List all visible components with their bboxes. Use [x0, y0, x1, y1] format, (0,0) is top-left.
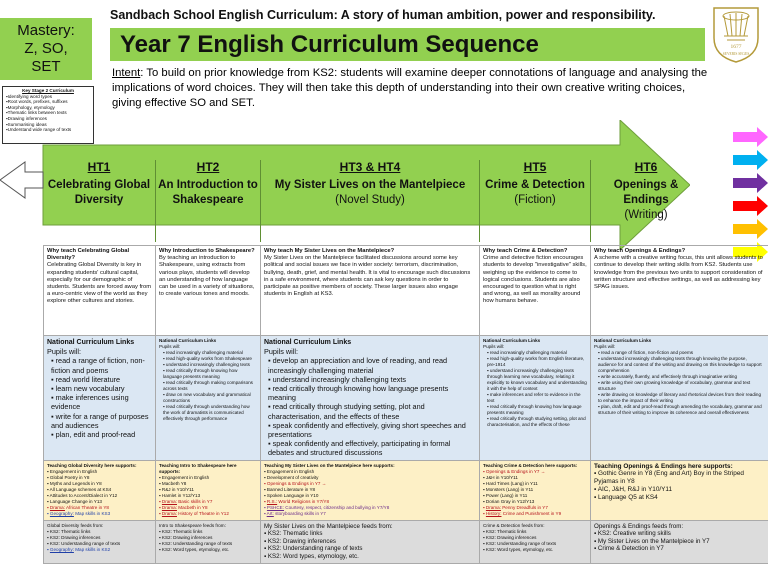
nc-intro: Pupils will: — [264, 347, 299, 357]
why-heading: Why teach My Sister Lives on the Mantelpiece? — [264, 248, 395, 254]
ks2-title: Key Stage 2 Curriculum — [22, 88, 74, 93]
feeds-row — [44, 520, 768, 563]
why-cell-ht3 — [261, 246, 480, 336]
pink-arrow-icon — [733, 127, 768, 147]
why-cell-ht2 — [156, 246, 261, 336]
supports-heading: Teaching Global Diversity here supports: — [47, 462, 137, 468]
supports-item: ▪ Macbeth Y8 — [159, 481, 257, 487]
ks2-item: ▪ Thematic links between texts — [6, 110, 90, 116]
nc-item: ▪ read critically through studying setting, plot and characterisation, and the effects of these — [264, 402, 476, 420]
supports-item: ▪ R&J in Y10/Y11 — [159, 487, 257, 493]
mastery-line-3: SET — [31, 58, 61, 75]
feeds-item: ▪ KS2: Drawing inferences — [483, 535, 587, 541]
supports-cell — [261, 460, 480, 520]
feeds-item: ▪ KS2: Drawing inferences — [264, 538, 476, 546]
nc-title: National Curriculum Links — [483, 338, 541, 343]
school-title: Sandbach School English Curriculum: A story of human ambition, power and responsibility. — [110, 8, 656, 22]
nc-item: ▪ develop an appreciation and love of reading, and read increasingly challenging material — [264, 356, 476, 374]
nc-item: ▪ read critically through knowing how language presents meaning — [483, 404, 587, 416]
nc-intro: Pupils will: — [483, 344, 505, 349]
why-heading: Why Introduction to Shakespeare? — [159, 248, 255, 254]
supports-item: ▪ Geography: Map skills in KS3 — [47, 511, 152, 517]
orange-arrow-icon — [733, 219, 768, 239]
why-text: My Sister Lives on the Mantelpiece facilitated discussions around some key political and social issues we face in wider society: terrorism, discrimination, bullying, death, grief, and mental health. It is vital to encourage such discussions in a safe environment, where students can ask key questions in order to participate as positive members of society. These larger issues also engage students in English at KS3. — [264, 255, 471, 298]
supports-item: ▪ Engagement in English — [264, 469, 476, 475]
nc-item: ▪ read critically through studying setting, plot and characterisation, and the effects of these — [483, 416, 587, 428]
supports-item: ▪ Development of creativity — [264, 475, 476, 481]
nc-title: National Curriculum Links — [264, 339, 352, 346]
nc-row — [44, 336, 768, 461]
nc-item: ▪ read increasingly challenging material — [483, 350, 587, 356]
page-title: Year 7 English Curriculum Sequence — [110, 28, 705, 61]
term-code: HT2 — [196, 160, 220, 174]
feeds-item: ▪ KS2: Word types, etymology, etc. — [159, 547, 257, 553]
supports-item: ▪ Language Q5 at KS4 — [594, 494, 765, 502]
nc-intro: Pupils will: — [47, 347, 82, 357]
term-name: An Introduction to Shakespeare — [158, 179, 258, 206]
why-cell-ht6 — [591, 246, 768, 336]
nc-list — [47, 356, 152, 439]
subject-prefix: History: — [485, 510, 502, 516]
nc-title: National Curriculum Links — [594, 338, 652, 343]
why-text: Celebrating Global Diversity is key in expanding students' cultural capital, especially for our demographic of students. Students are forced away from a euro-centric view of the world as they explore other cultures and stories. — [47, 262, 152, 305]
feeds-heading: Intro to Shakespeare feeds from: — [159, 522, 226, 528]
intent-statement — [112, 66, 712, 111]
supports-item: ▪ Drama: African Theatre in Y8 — [47, 505, 152, 511]
nc-item: ▪ understand increasingly challenging texts — [264, 375, 476, 384]
nc-item: ▪ plan, edit and proof-read — [47, 430, 152, 439]
nc-item: ▪ read critically through knowing how language presents meaning — [159, 368, 257, 380]
term-subtitle: (Fiction) — [514, 194, 556, 206]
why-text: Crime and detective fiction encourages students to develop "investigative" skills, weighing up the evidence to come to logical conclusions. Students are also encouraged to question what is right and wrong, as well as morality around how humans behave. — [483, 255, 587, 305]
why-row — [44, 246, 768, 336]
feeds-item: ▪ KS2: Word types, etymology, etc. — [264, 553, 476, 561]
feeds-heading: Crime & Detection feeds from: — [483, 522, 545, 528]
supports-list — [264, 469, 476, 517]
supports-heading: Teaching Openings & Endings here supports: — [594, 462, 733, 470]
feeds-heading: Global Diversity feeds from: — [47, 522, 104, 528]
crest-motto: SEVERIS SEGES — [722, 52, 750, 56]
supports-heading: Teaching Intro to Shakespeare here supports: — [159, 462, 237, 474]
feeds-item: ▪ My Sister Lives on the Mantelpiece in Y7 — [594, 538, 765, 546]
why-cell-ht5 — [480, 246, 591, 336]
supports-item: ▪ Attitudes to Accent/Dialect in Y12 — [47, 493, 152, 499]
ks2-item: ▪ Understand wide range of texts — [6, 127, 90, 133]
subject-prefix: R.S.: — [266, 498, 278, 504]
why-heading: Why teach Openings & Endings? — [594, 248, 686, 254]
supports-list — [483, 469, 587, 517]
subject-prefix: Art: — [266, 510, 274, 516]
subject-prefix: PSHCE: — [266, 504, 285, 510]
feeds-cell — [44, 520, 156, 563]
feeds-list — [594, 530, 765, 553]
supports-item: ▪ Monsters (Lang) in Y11 — [483, 487, 587, 493]
nc-intro: Pupils will: — [159, 344, 181, 349]
feeds-item: ▪ KS2: Creative writing skills — [594, 530, 765, 538]
why-heading: Why teach Celebrating Global Diversity? — [47, 248, 130, 262]
feeds-list — [264, 530, 476, 560]
ks2-item: ▪ Root words, prefixes, suffixes — [6, 99, 90, 105]
term-ht3-ht4 — [261, 160, 479, 242]
nc-item: ▪ write for a range of purposes and audiences — [47, 412, 152, 430]
nc-title: National Curriculum Links — [159, 338, 217, 343]
supports-item: ▪ Openings & Endings in Y7 → — [264, 481, 476, 487]
supports-item: ▪ Gothic Genre in Y8 (Eng and Art) Boy in the Striped Pyjamas in Y8 — [594, 470, 765, 486]
feeds-cell — [261, 520, 480, 563]
supports-item: ▪ Hamlet in Y12/Y13 — [159, 493, 257, 499]
term-name: Openings & Endings — [613, 179, 679, 206]
nc-item: ▪ read increasingly challenging material — [159, 350, 257, 356]
term-name: My Sister Lives on the Mantelpiece — [274, 179, 466, 191]
supports-heading: Teaching Crime & Detection here supports: — [483, 462, 578, 468]
supports-cell — [44, 460, 156, 520]
nc-cell — [591, 336, 768, 461]
feeds-heading: Openings & Endings feeds from: — [594, 522, 684, 530]
nc-item: ▪ make inferences and refer to evidence in the text — [483, 392, 587, 404]
term-ht2 — [156, 160, 260, 242]
nc-intro: Pupils will: — [594, 344, 616, 349]
nc-list — [264, 356, 476, 457]
nc-cell — [480, 336, 591, 461]
why-heading: Why teach Crime & Detection? — [483, 248, 568, 254]
why-text: By teaching an introduction to Shakespeare, using extracts from various plays, students will develop an understanding of how language can be used in a variety of situations, to create various tones and moods. — [159, 255, 255, 298]
feeds-item: ▪ KS2: Thematic links — [47, 529, 152, 535]
term-ht6 — [591, 160, 701, 242]
supports-cell — [591, 460, 768, 520]
feeds-item: ▪ KS2: Thematic links — [264, 530, 476, 538]
purple-arrow-icon — [733, 173, 768, 193]
supports-item: ▪ Banned Literature in Y8 — [264, 487, 476, 493]
subject-prefix: Drama: — [161, 504, 177, 510]
supports-item: ▪ J&H in Y10/Y11 — [483, 475, 587, 481]
nc-item: ▪ write accurately, fluently, and effectively through imaginative writing — [594, 374, 765, 380]
supports-list — [47, 469, 152, 517]
feeds-heading: My Sister Lives on the Mantelpiece feeds from: — [264, 522, 393, 530]
supports-item: ▪ AIC, J&H, R&J in Y10/Y11 — [594, 486, 765, 494]
nc-item: ▪ plan, draft, edit and proof-read through amending the vocabulary, grammar and structure of their writing to improve its coherence and overall effectiveness — [594, 404, 765, 416]
supports-item: ▪ Language Change in Y13 — [47, 499, 152, 505]
subject-prefix: Geography: — [49, 510, 74, 516]
nc-item: ▪ learn new vocabulary — [47, 384, 152, 393]
mastery-line-1: Mastery: — [17, 22, 75, 39]
blue-arrow-icon — [733, 150, 768, 170]
why-cell-ht1 — [44, 246, 156, 336]
subject-prefix: Drama: — [485, 504, 501, 510]
supports-item: ▪ Global Poetry in Y8 — [47, 475, 152, 481]
nc-item: ▪ make inferences using evidence — [47, 393, 152, 411]
subject-prefix: Geography: — [49, 546, 74, 552]
supports-item: ▪ Power (Lang) in Y11 — [483, 493, 587, 499]
feeds-item: ▪ KS2: Understanding range of texts — [47, 541, 152, 547]
subject-prefix: Drama: — [49, 504, 65, 510]
nc-item: ▪ read high-quality works from Shakespeare — [159, 356, 257, 362]
term-subtitle: (Novel Study) — [335, 194, 405, 206]
subject-prefix: Drama: — [161, 510, 177, 516]
ks2-item: ▪ Identifying word types — [6, 94, 90, 100]
term-code: HT6 — [634, 160, 658, 174]
subject-prefix: Drama: — [161, 498, 177, 504]
term-ht1 — [43, 160, 155, 242]
why-text: A scheme with a creative writing focus, this unit allows students to continue to develop their writing skills from KS2. Students use knowledge from the previous two units to support consideration of written structure and effective settings, as well as addressing key SPAG issues. — [594, 255, 763, 291]
feeds-item: ▪ Geography: Map skills in KS2 — [47, 547, 152, 553]
nc-list — [594, 350, 765, 416]
supports-list — [159, 475, 257, 517]
term-name: Crime & Detection — [485, 179, 585, 191]
feeds-list — [483, 529, 587, 553]
left-arrow-icon — [0, 162, 43, 198]
nc-item: ▪ write using their own growing knowledge of vocabulary, grammar and text structure — [594, 380, 765, 392]
ks2-item: ▪ Summarising ideas — [6, 122, 90, 128]
nc-item: ▪ draw on new vocabulary and grammatical constructions — [159, 392, 257, 404]
ks2-item: ▪ Morphology, etymology — [6, 105, 90, 111]
feeds-item: ▪ Crime & Detection in Y7 — [594, 545, 765, 553]
nc-item: ▪ read a range of fiction, non-fiction and poems — [47, 356, 152, 374]
feeds-cell — [591, 520, 768, 563]
supports-item: ▪ All Language schemes at KS4 — [47, 487, 152, 493]
nc-item: ▪ speak confidently and effectively, participating in formal debates and structured discussions — [264, 439, 476, 457]
feeds-item: ▪ KS2: Thematic links — [159, 529, 257, 535]
curriculum-grid — [43, 245, 768, 564]
nc-item: ▪ read critically through understanding how the work of dramatists is communicated effectively through performance — [159, 404, 257, 422]
supports-heading: Teaching My Sister Lives on the Mantelpiece here supports: — [264, 462, 395, 468]
supports-item: ▪ PSHCE: Courtesy, respect, citizenship and bullying in Y7/Y8 — [264, 505, 476, 511]
supports-list — [594, 470, 765, 501]
feeds-cell — [480, 520, 591, 563]
nc-cell — [156, 336, 261, 461]
red-arrow-icon — [733, 196, 768, 216]
nc-item: ▪ understand increasingly challenging texts through knowing the purpose, audience for and context of the writing and drawing on this knowledge to support comprehension — [594, 356, 765, 374]
supports-item: ▪ Drama: Basic skills in Y7 — [159, 499, 257, 505]
term-code: HT3 & HT4 — [339, 160, 401, 174]
supports-item: ▪ Engagement in English — [47, 469, 152, 475]
nc-item: ▪ understand increasingly challenging texts through learning new vocabulary, relating it explicitly to known vocabulary and understanding it with the help of context — [483, 368, 587, 392]
term-subtitle: (Writing) — [624, 209, 668, 221]
supports-cell — [480, 460, 591, 520]
ks2-item: ▪ Drawing inferences — [6, 116, 90, 122]
supports-item: ▪ Dorian Gray in Y12/Y13 — [483, 499, 587, 505]
nc-list — [159, 350, 257, 422]
term-code: HT1 — [87, 160, 111, 174]
supports-row — [44, 460, 768, 520]
nc-cell — [261, 336, 480, 461]
feeds-item: ▪ KS2: Understanding range of texts — [159, 541, 257, 547]
mastery-box — [0, 18, 92, 80]
feeds-item: ▪ KS2: Understanding range of texts — [483, 541, 587, 547]
feeds-item: ▪ KS2: Word types, etymology, etc. — [483, 547, 587, 553]
nc-title: National Curriculum Links — [47, 339, 135, 346]
school-crest-logo — [710, 4, 762, 64]
intent-text: : To build on prior knowledge from KS2: students will examine deeper connotations of language and analysing the implications of word choices. They will then take this depth of understanding into their own creative writing choices, giving effective SO and SET. — [112, 67, 708, 109]
nc-item: ▪ understand increasingly challenging texts — [159, 362, 257, 368]
nc-list — [483, 350, 587, 428]
nc-item: ▪ write drawing on knowledge of literary and rhetorical devices from their reading to enhance the impact of their writing — [594, 392, 765, 404]
feeds-list — [47, 529, 152, 553]
feeds-list — [159, 529, 257, 553]
supports-cell — [156, 460, 261, 520]
supports-item: ▪ Myths and Legends in Y8 — [47, 481, 152, 487]
term-ht5 — [480, 160, 590, 242]
nc-item: ▪ read world literature — [47, 375, 152, 384]
nc-item: ▪ read critically through knowing how language presents meaning — [264, 384, 476, 402]
supports-item: ▪ Engagement in English — [159, 475, 257, 481]
term-code: HT5 — [523, 160, 547, 174]
supports-item: ▪ Hard Times (Lang) in Y11 — [483, 481, 587, 487]
feeds-cell — [156, 520, 261, 563]
nc-item: ▪ read a range of fiction, non-fiction and poems — [594, 350, 765, 356]
crest-year: 1677 — [730, 44, 742, 50]
nc-item: ▪ read high-quality works from English literature, pre-1914 — [483, 356, 587, 368]
supports-item: ▪ Drama: History of Theatre in Y12 — [159, 511, 257, 517]
mastery-line-2: Z, SO, — [24, 40, 68, 57]
supports-item: ▪ History: Crime and Punishment in Y9 — [483, 511, 587, 517]
supports-item: ▪ Drama: Macbeth in Y8 — [159, 505, 257, 511]
supports-item: ▪ Spoken Language in Y10 — [264, 493, 476, 499]
nc-item: ▪ speak confidently and effectively, giving short speeches and presentations — [264, 421, 476, 439]
term-name: Celebrating Global Diversity — [47, 179, 151, 206]
nc-cell — [44, 336, 156, 461]
supports-item: ▪ R.S.: World Religions in Y7/Y8 — [264, 499, 476, 505]
feeds-item: ▪ KS2: Drawing inferences — [159, 535, 257, 541]
intent-label: Intent — [112, 67, 141, 79]
nc-item: ▪ read critically through making comparisons across texts — [159, 380, 257, 392]
supports-item: ▪ Drama: Penny Dreadfuls in Y7 — [483, 505, 587, 511]
feeds-item: ▪ KS2: Drawing inferences — [47, 535, 152, 541]
feeds-item: ▪ KS2: Understanding range of texts — [264, 545, 476, 553]
feeds-item: ▪ KS2: Thematic links — [483, 529, 587, 535]
supports-item: ▪ Art: storyboarding skills in Y7 — [264, 511, 476, 517]
supports-item: ▪ Openings & Endings in Y7 → — [483, 469, 587, 475]
